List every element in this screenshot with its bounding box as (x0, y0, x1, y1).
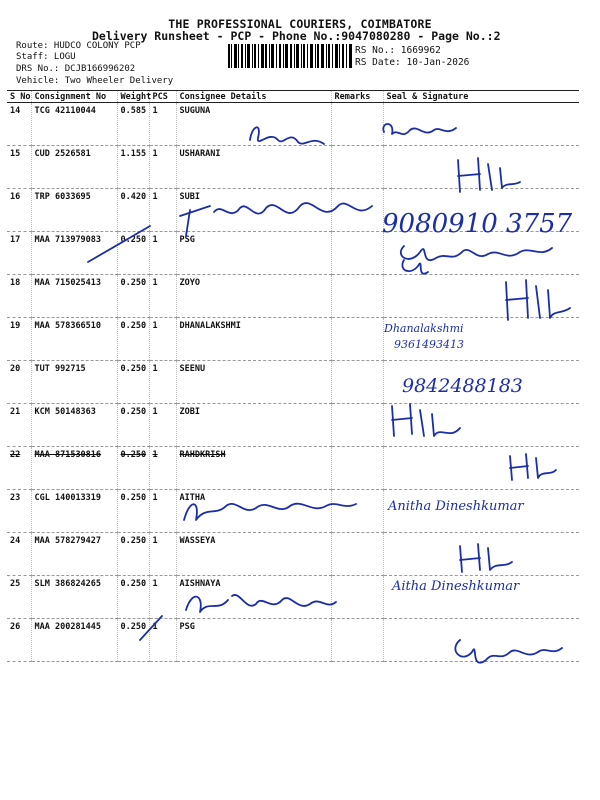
company-title: THE PROFESSIONAL COURIERS, COIMBATORE (168, 17, 432, 31)
rs-date: RS Date: 10-Jan-2026 (355, 57, 470, 68)
cell-weight: 0.250 (117, 619, 149, 662)
runsheet-table (7, 90, 579, 662)
table-row (7, 318, 579, 361)
cell-consignment: MAA 715025413 (31, 275, 117, 318)
rs-number: RS No.: 1669962 (355, 45, 441, 56)
cell-pcs: 1 (149, 447, 176, 490)
cell-pcs: 1 (149, 275, 176, 318)
cell-remarks (331, 447, 383, 490)
cell-sno: 15 (7, 146, 31, 189)
cell-consignee: AISHNAYA (176, 576, 331, 619)
cell-consignment: CGL 140013319 (31, 490, 117, 533)
cell-consignment: MAA 713979083 (31, 232, 117, 275)
cell-weight: 0.250 (117, 533, 149, 576)
cell-remarks (331, 275, 383, 318)
cell-weight: 0.250 (117, 361, 149, 404)
handwritten-phone-20: 9842488183 (402, 375, 523, 397)
cell-consignee: RAHDKRISH (176, 447, 331, 490)
cell-sno: 25 (7, 576, 31, 619)
table-header-row (7, 91, 579, 103)
cell-consignee: ZOYO (176, 275, 331, 318)
cell-pcs: 1 (149, 361, 176, 404)
cell-consignee: SUBI (176, 189, 331, 232)
handwritten-name-23: Anitha Dineshkumar (388, 499, 524, 514)
staff-label: Staff: LOGU (16, 52, 76, 62)
col-consignee: Consignee Details (176, 91, 331, 103)
table-row (7, 189, 579, 232)
cell-pcs: 1 (149, 404, 176, 447)
cell-pcs: 1 (149, 318, 176, 361)
cell-weight: 0.250 (117, 232, 149, 275)
table-row (7, 361, 579, 404)
cell-consignment: TUT 992715 (31, 361, 117, 404)
cell-signature (383, 361, 579, 404)
cell-consignee: SUGUNA (176, 103, 331, 146)
cell-remarks (331, 146, 383, 189)
table-row (7, 490, 579, 533)
cell-weight: 1.155 (117, 146, 149, 189)
cell-weight: 0.250 (117, 490, 149, 533)
cell-sno: 14 (7, 103, 31, 146)
handwritten-name-25: Aitha Dineshkumar (392, 579, 520, 594)
table-row (7, 146, 579, 189)
cell-signature (383, 232, 579, 275)
cell-signature (383, 576, 579, 619)
cell-remarks (331, 490, 383, 533)
cell-pcs: 1 (149, 146, 176, 189)
cell-pcs: 1 (149, 103, 176, 146)
cell-signature (383, 404, 579, 447)
cell-consignee: SEENU (176, 361, 331, 404)
cell-consignee: ZOBI (176, 404, 331, 447)
cell-sno: 19 (7, 318, 31, 361)
col-consignment: Consignment No (31, 91, 117, 103)
handwritten-phone-1: 9080910 3757 (382, 209, 573, 239)
cell-consignee: USHARANI (176, 146, 331, 189)
cell-signature (383, 146, 579, 189)
drs-label: DRS No.: DCJB166996202 (16, 64, 136, 74)
cell-consignee: PSG (176, 232, 331, 275)
cell-signature (383, 275, 579, 318)
cell-consignment: KCM 50148363 (31, 404, 117, 447)
cell-pcs: 1 (149, 576, 176, 619)
cell-consignment: SLM 386824265 (31, 576, 117, 619)
cell-consignee: WASSEYA (176, 533, 331, 576)
col-weight: Weight (117, 91, 149, 103)
cell-sno: 21 (7, 404, 31, 447)
table-row (7, 404, 579, 447)
cell-remarks (331, 404, 383, 447)
cell-weight: 0.250 (117, 404, 149, 447)
cell-sno: 26 (7, 619, 31, 662)
cell-remarks (331, 232, 383, 275)
cell-signature (383, 103, 579, 146)
cell-signature (383, 447, 579, 490)
cell-sno: 20 (7, 361, 31, 404)
cell-remarks (331, 619, 383, 662)
table-row (7, 103, 579, 146)
cell-remarks (331, 103, 383, 146)
cell-consignment: CUD 2526581 (31, 146, 117, 189)
cell-signature (383, 318, 579, 361)
col-pcs: PCS (149, 91, 176, 103)
cell-sno: 23 (7, 490, 31, 533)
cell-consignment: TRP 6033695 (31, 189, 117, 232)
col-remarks: Remarks (331, 91, 383, 103)
cell-consignment: TCG 42110044 (31, 103, 117, 146)
cell-consignee: AITHA (176, 490, 331, 533)
cell-pcs: 1 (149, 490, 176, 533)
cell-pcs: 1 (149, 619, 176, 662)
table-row (7, 619, 579, 662)
vehicle-label: Vehicle: Two Wheeler Delivery (16, 76, 174, 86)
handwritten-phone-19: 9361493413 (394, 338, 464, 351)
cell-weight: 0.585 (117, 103, 149, 146)
table-row (7, 533, 579, 576)
cell-weight: 0.250 (117, 318, 149, 361)
cell-sno: 18 (7, 275, 31, 318)
cell-remarks (331, 318, 383, 361)
cell-pcs: 1 (149, 533, 176, 576)
handwritten-name-19: Dhanalakshmi (384, 322, 464, 335)
table-row (7, 576, 579, 619)
route-label: Route: HUDCO COLONY PCP (16, 41, 141, 51)
cell-pcs: 1 (149, 232, 176, 275)
cell-consignment: MAA 200281445 (31, 619, 117, 662)
cell-sno: 17 (7, 232, 31, 275)
cell-sno: 24 (7, 533, 31, 576)
cell-signature (383, 619, 579, 662)
cell-consignment: MAA 578279427 (31, 533, 117, 576)
cell-remarks (331, 576, 383, 619)
cell-signature (383, 490, 579, 533)
cell-consignment: MAA 578366510 (31, 318, 117, 361)
table-row (7, 275, 579, 318)
cell-remarks (331, 533, 383, 576)
cell-consignment: MAA 871530816 (31, 447, 117, 490)
table-row (7, 447, 579, 490)
cell-pcs: 1 (149, 189, 176, 232)
col-sno: S No (7, 91, 31, 103)
cell-remarks (331, 361, 383, 404)
col-signature: Seal & Signature (383, 91, 579, 103)
cell-weight: 0.420 (117, 189, 149, 232)
cell-signature (383, 533, 579, 576)
cell-consignee: DHANALAKSHMI (176, 318, 331, 361)
cell-remarks (331, 189, 383, 232)
cell-weight: 0.250 (117, 447, 149, 490)
table-row (7, 232, 579, 275)
cell-sno: 16 (7, 189, 31, 232)
barcode-icon (228, 44, 352, 68)
runsheet-subtitle: Delivery Runsheet - PCP - Phone No.:9047080280 - Page No.:2 (92, 29, 501, 43)
cell-sno: 22 (7, 447, 31, 490)
cell-weight: 0.250 (117, 275, 149, 318)
cell-signature (383, 189, 579, 232)
cell-consignee: PSG (176, 619, 331, 662)
cell-weight: 0.250 (117, 576, 149, 619)
